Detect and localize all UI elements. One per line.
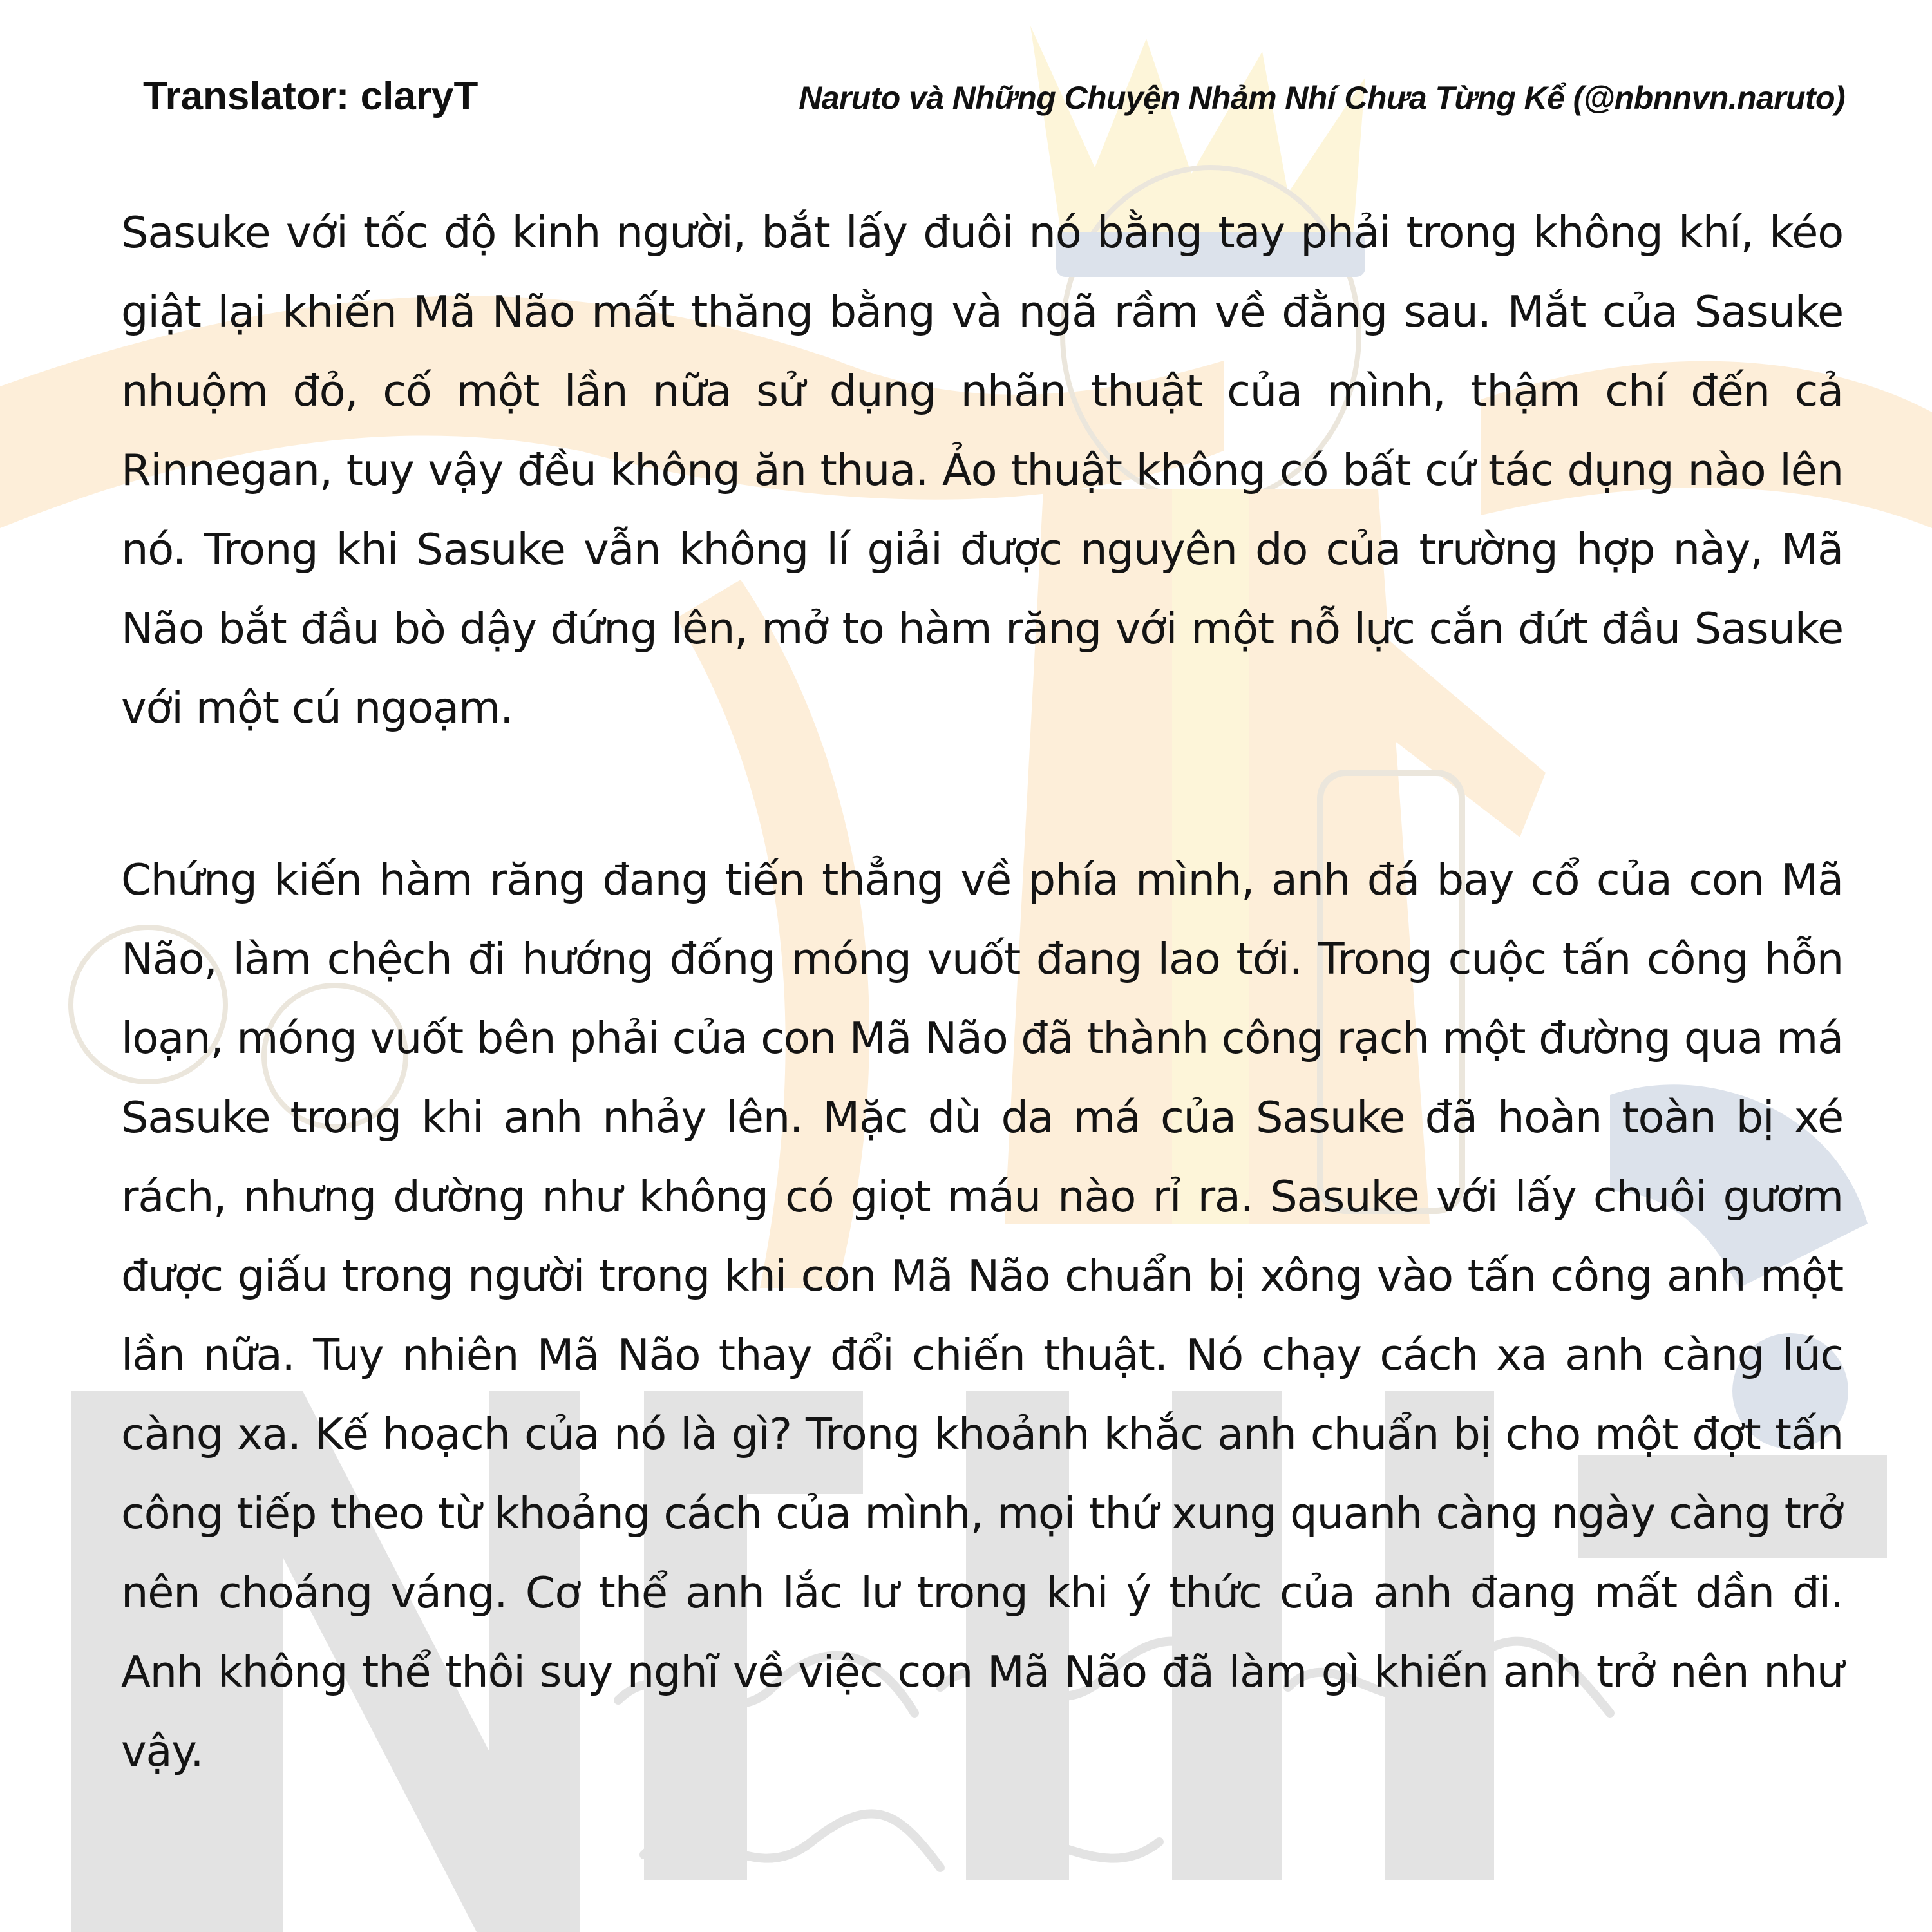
source-credit: Naruto và Những Chuyện Nhảm Nhí Chưa Từng Kể (@nbnnvn.naruto) [799, 80, 1845, 116]
paragraph-1: Sasuke với tốc độ kinh người, bắt lấy đuôi nó bằng tay phải trong không khí, kéo giật lại khiến Mã Não mất thăng bằng và ngã rầm về đằng sau. Mắt của Sasuke nhuộm đỏ, cố một lần nữa sử dụng nhãn thuật của mình, thậm chí đến cả Rinnegan, tuy vậy đều không ăn thua. Ảo thuật không có bất cứ tác dụng nào lên nó. Trong khi Sasuke vẫn không lí giải được nguyên do của trường hợp này, Mã Não bắt đầu bò dậy đứng lên, mở to hàm răng với một nỗ lực cắn đứt đầu Sasuke với một cú ngoạm. [121, 207, 1843, 733]
page-header [0, 71, 1932, 122]
translator-credit: Translator: claryT [143, 74, 478, 118]
paragraph-2: Chứng kiến hàm răng đang tiến thẳng về phía mình, anh đá bay cổ của con Mã Não, làm chệch đi hướng đống móng vuốt đang lao tới. Trong cuộc tấn công hỗn loạn, móng vuốt bên phải của con Mã Não đã thành công rạch một đường qua má Sasuke trong khi anh nhảy lên. Mặc dù da má của Sasuke đã hoàn toàn bị xé rách, nhưng dường như không có giọt máu nào rỉ ra. Sasuke với lấy chuôi gươm được giấu trong người trong khi con Mã Não chuẩn bị xông vào tấn công anh một lần nữa. Tuy nhiên Mã Não thay đổi chiến thuật. Nó chạy cách xa anh càng lúc càng xa. Kế hoạch của nó là gì? Trong khoảnh khắc anh chuẩn bị cho một đợt tấn công tiếp theo từ khoảng cách của mình, mọi thứ xung quanh càng ngày càng trở nên choáng váng. Cơ thể anh lắc lư trong khi ý thức của anh đang mất dần đi. Anh không thể thôi suy nghĩ về việc con Mã Não đã làm gì khiến anh trở nên như vậy. [121, 855, 1843, 1776]
story-body [121, 193, 1843, 1791]
